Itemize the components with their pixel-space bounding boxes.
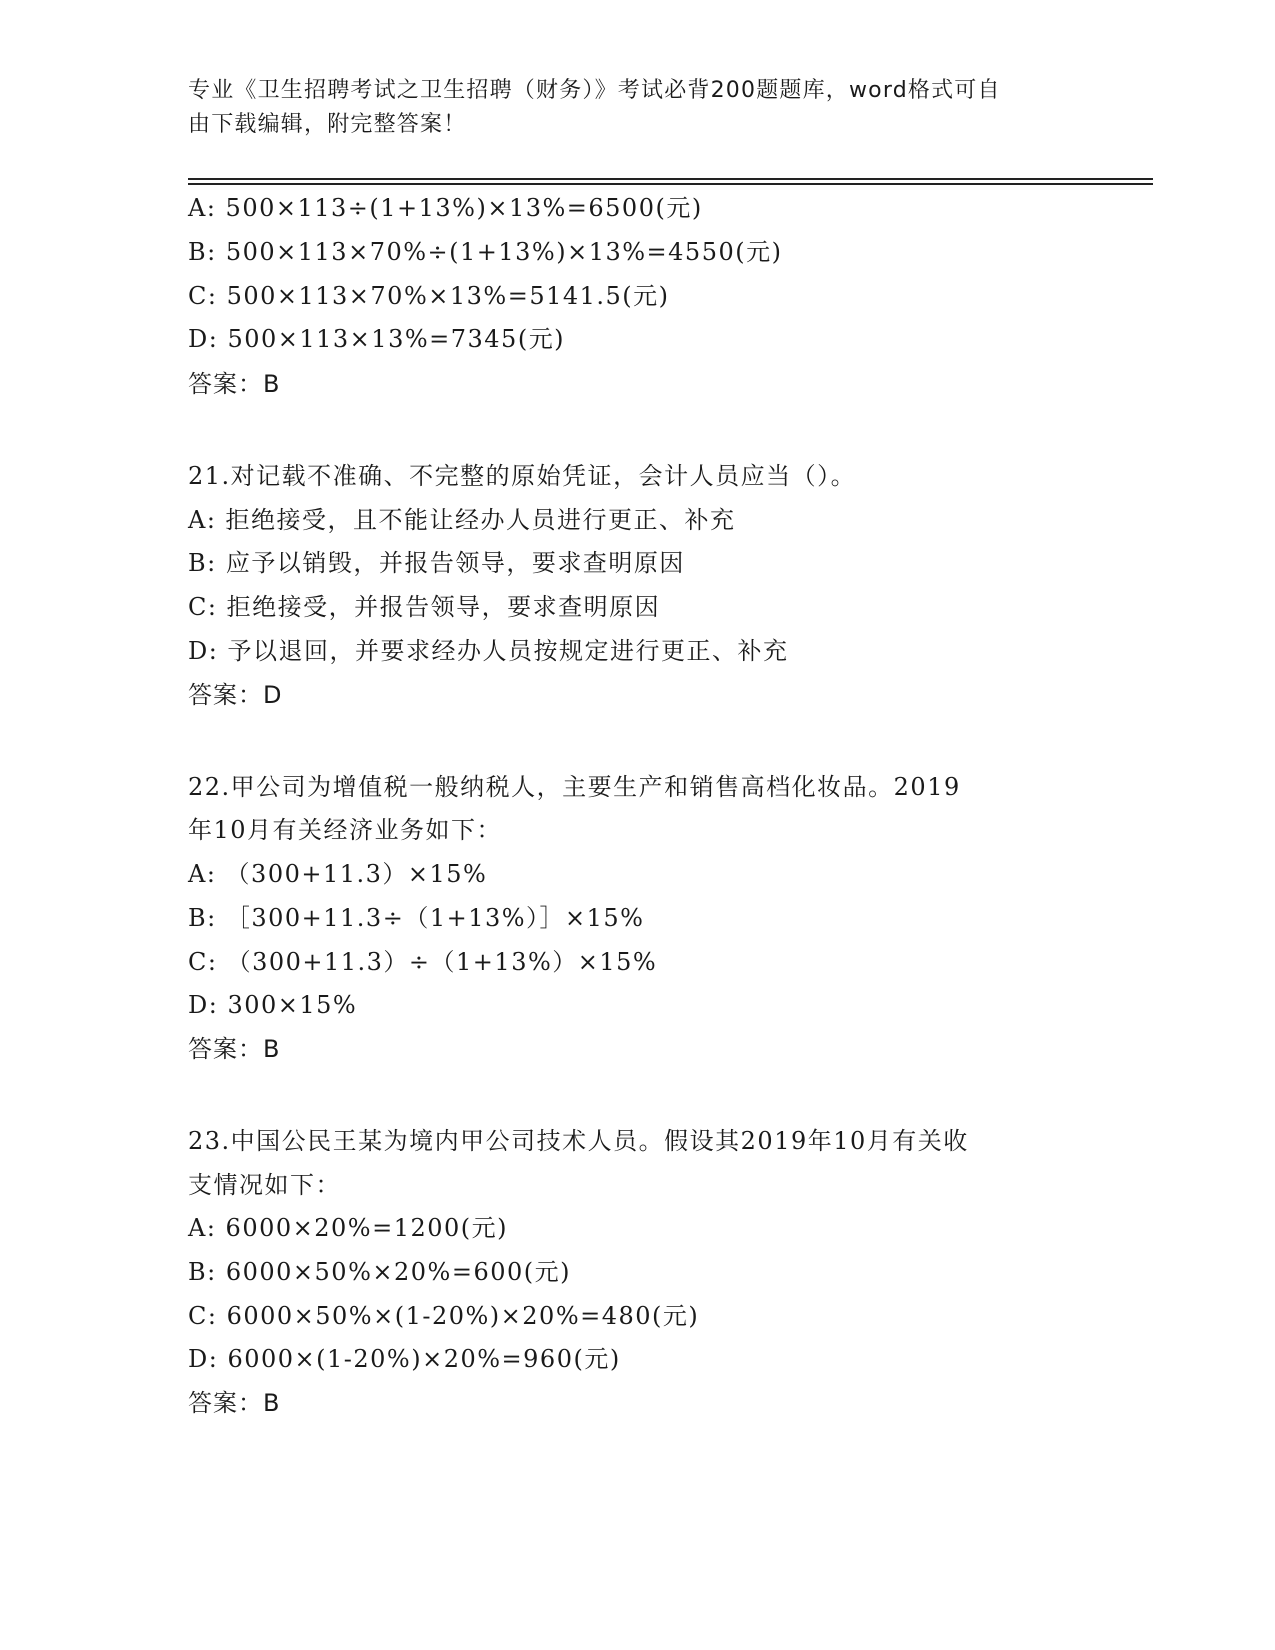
q21-option-c: C: 拒绝接受，并报告领导，要求查明原因 (188, 593, 661, 621)
q21-stem: 21.对记载不准确、不完整的原始凭证，会计人员应当（）。 (188, 462, 857, 490)
q20-option-b: B: 500×113×70%÷(1+13%)×13%=4550(元) (188, 238, 783, 266)
q23-option-a: A: 6000×20%=1200(元) (188, 1214, 508, 1242)
q22-answer: 答案：B (188, 1035, 281, 1063)
q23-stem-line-2: 支情况如下： (188, 1171, 341, 1199)
q20-option-c: C: 500×113×70%×13%=5141.5(元) (188, 282, 670, 310)
q23-answer: 答案：B (188, 1389, 281, 1417)
header-line-2: 由下载编辑，附完整答案！ (188, 112, 467, 137)
q20-answer: 答案：B (188, 370, 281, 398)
document-header (188, 74, 1068, 142)
q22-option-c: C: （300+11.3）÷（1+13%）×15% (188, 948, 658, 976)
q23-stem-line-1: 23.中国公民王某为境内甲公司技术人员。假设其2019年10月有关收 (188, 1127, 969, 1155)
q20-option-a: A: 500×113÷(1+13%)×13%=6500(元) (188, 194, 703, 222)
q22-stem-line-1: 22.甲公司为增值税一般纳税人，主要生产和销售高档化妆品。2019 (188, 773, 961, 801)
header-line-1: 专业《卫生招聘考试之卫生招聘（财务）》考试必背200题题库，word格式可自 (188, 78, 1001, 103)
q21-option-a: A: 拒绝接受，且不能让经办人员进行更正、补充 (188, 506, 736, 534)
q21-option-d: D: 予以退回，并要求经办人员按规定进行更正、补充 (188, 637, 789, 665)
header-divider-top (188, 178, 1153, 180)
header-divider-bottom (188, 183, 1153, 185)
q23-option-b: B: 6000×50%×20%=600(元) (188, 1258, 571, 1286)
q21-answer: 答案：D (188, 681, 283, 709)
q23-option-d: D: 6000×(1-20%)×20%=960(元) (188, 1345, 621, 1373)
q23-option-c: C: 6000×50%×(1-20%)×20%=480(元) (188, 1302, 700, 1330)
q22-option-b: B: ［300+11.3÷（1+13%）］×15% (188, 904, 645, 932)
q22-option-a: A: （300+11.3）×15% (188, 860, 488, 888)
q22-stem-line-2: 年10月有关经济业务如下： (188, 816, 503, 844)
q22-option-d: D: 300×15% (188, 991, 358, 1019)
q21-option-b: B: 应予以销毁，并报告领导，要求查明原因 (188, 549, 685, 577)
q20-option-d: D: 500×113×13%=7345(元) (188, 325, 566, 353)
